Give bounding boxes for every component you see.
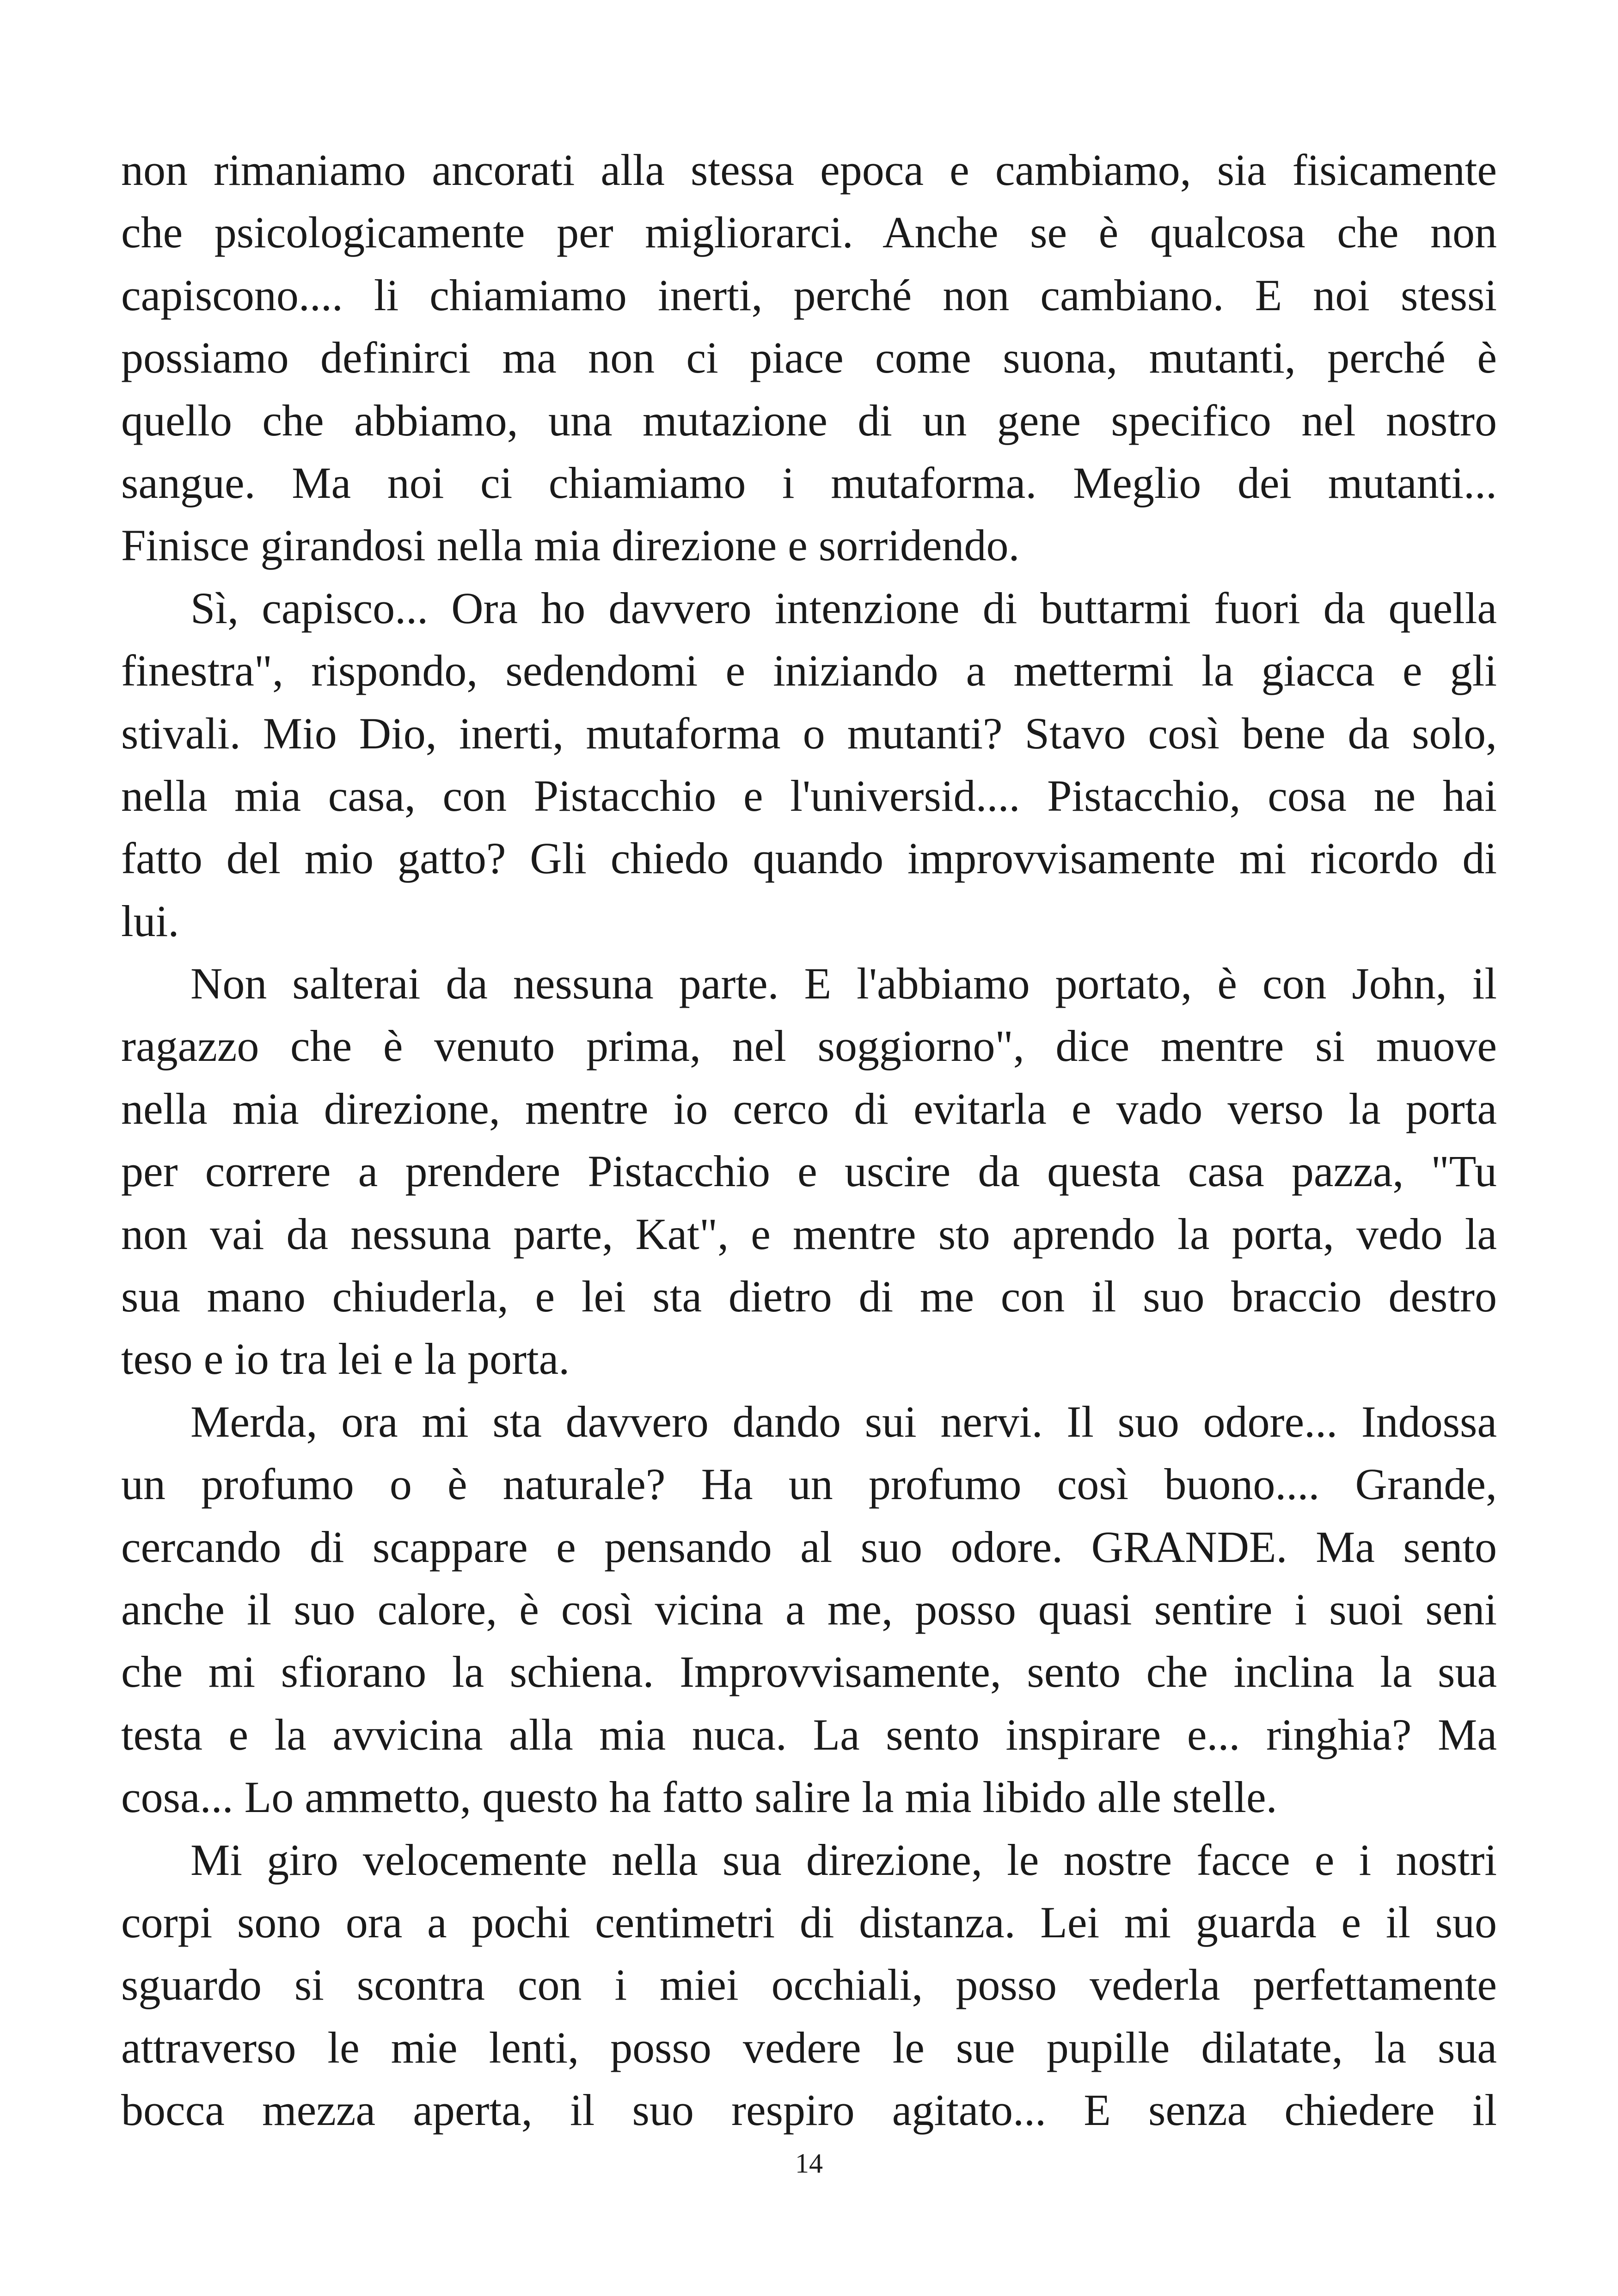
text-line: testa e la avvicina alla mia nuca. La sento inspirare e... ringhia? Ma — [121, 1709, 1497, 1759]
text-line: non rimaniamo ancorati alla stessa epoca e cambiamo, sia fisicamente — [121, 145, 1497, 195]
text-line: finestra", rispondo, sedendomi e iniziando a mettermi la giacca e gli — [121, 646, 1497, 696]
text-line: Non salterai da nessuna parte. E l'abbiamo portato, è con John, il — [190, 959, 1497, 1009]
text-line: anche il suo calore, è così vicina a me, posso quasi sentire i suoi seni — [121, 1584, 1497, 1634]
text-line: un profumo o è naturale? Ha un profumo così buono.... Grande, — [121, 1459, 1497, 1509]
text-line: cercando di scappare e pensando al suo odore. GRANDE. Ma sento — [121, 1522, 1497, 1572]
text-line: Mi giro velocemente nella sua direzione, le nostre facce e i nostri — [190, 1835, 1497, 1885]
text-line: Finisce girandosi nella mia direzione e sorridendo. — [121, 520, 1020, 570]
text-line: per correre a prendere Pistacchio e uscire da questa casa pazza, "Tu — [121, 1146, 1497, 1196]
text-line: sguardo si scontra con i miei occhiali, posso vederla perfettamente — [121, 1960, 1497, 2010]
text-line: sangue. Ma noi ci chiamiamo i mutaforma. Meglio dei mutanti... — [121, 458, 1497, 508]
text-line: che psicologicamente per migliorarci. Anche se è qualcosa che non — [121, 208, 1497, 257]
text-line: capiscono.... li chiamiamo inerti, perché non cambiano. E noi stessi — [121, 270, 1497, 320]
text-line: attraverso le mie lenti, posso vedere le sue pupille dilatate, la sua — [121, 2022, 1497, 2072]
text-line: Sì, capisco... Ora ho davvero intenzione di buttarmi fuori da quella — [190, 583, 1497, 633]
text-line: Merda, ora mi sta davvero dando sui nervi. Il suo odore... Indossa — [190, 1396, 1497, 1446]
page-number: 14 — [795, 2148, 823, 2179]
text-line: bocca mezza aperta, il suo respiro agitato... E senza chiedere il — [121, 2085, 1497, 2135]
text-line: teso e io tra lei e la porta. — [121, 1334, 570, 1384]
text-line: lui. — [121, 896, 179, 946]
text-line: fatto del mio gatto? Gli chiedo quando improvvisamente mi ricordo di — [121, 833, 1497, 883]
text-line: quello che abbiamo, una mutazione di un gene specifico nel nostro — [121, 395, 1497, 445]
text-line: ragazzo che è venuto prima, nel soggiorno", dice mentre si muove — [121, 1021, 1497, 1071]
text-line: non vai da nessuna parte, Kat", e mentre sto aprendo la porta, vedo la — [121, 1209, 1497, 1259]
page-body — [121, 139, 1497, 2142]
text-line: stivali. Mio Dio, inerti, mutaforma o mutanti? Stavo così bene da solo, — [121, 708, 1497, 758]
text-line: sua mano chiuderla, e lei sta dietro di me con il suo braccio destro — [121, 1272, 1497, 1322]
text-line: nella mia direzione, mentre io cerco di evitarla e vado verso la porta — [121, 1084, 1497, 1133]
text-line: che mi sfiorano la schiena. Improvvisamente, sento che inclina la sua — [121, 1647, 1497, 1697]
text-line: cosa... Lo ammetto, questo ha fatto salire la mia libido alle stelle. — [121, 1772, 1277, 1822]
text-line: possiamo definirci ma non ci piace come suona, mutanti, perché è — [121, 333, 1497, 383]
text-line: nella mia casa, con Pistacchio e l'universid.... Pistacchio, cosa ne hai — [121, 771, 1497, 820]
text-line: corpi sono ora a pochi centimetri di distanza. Lei mi guarda e il suo — [121, 1897, 1497, 1947]
